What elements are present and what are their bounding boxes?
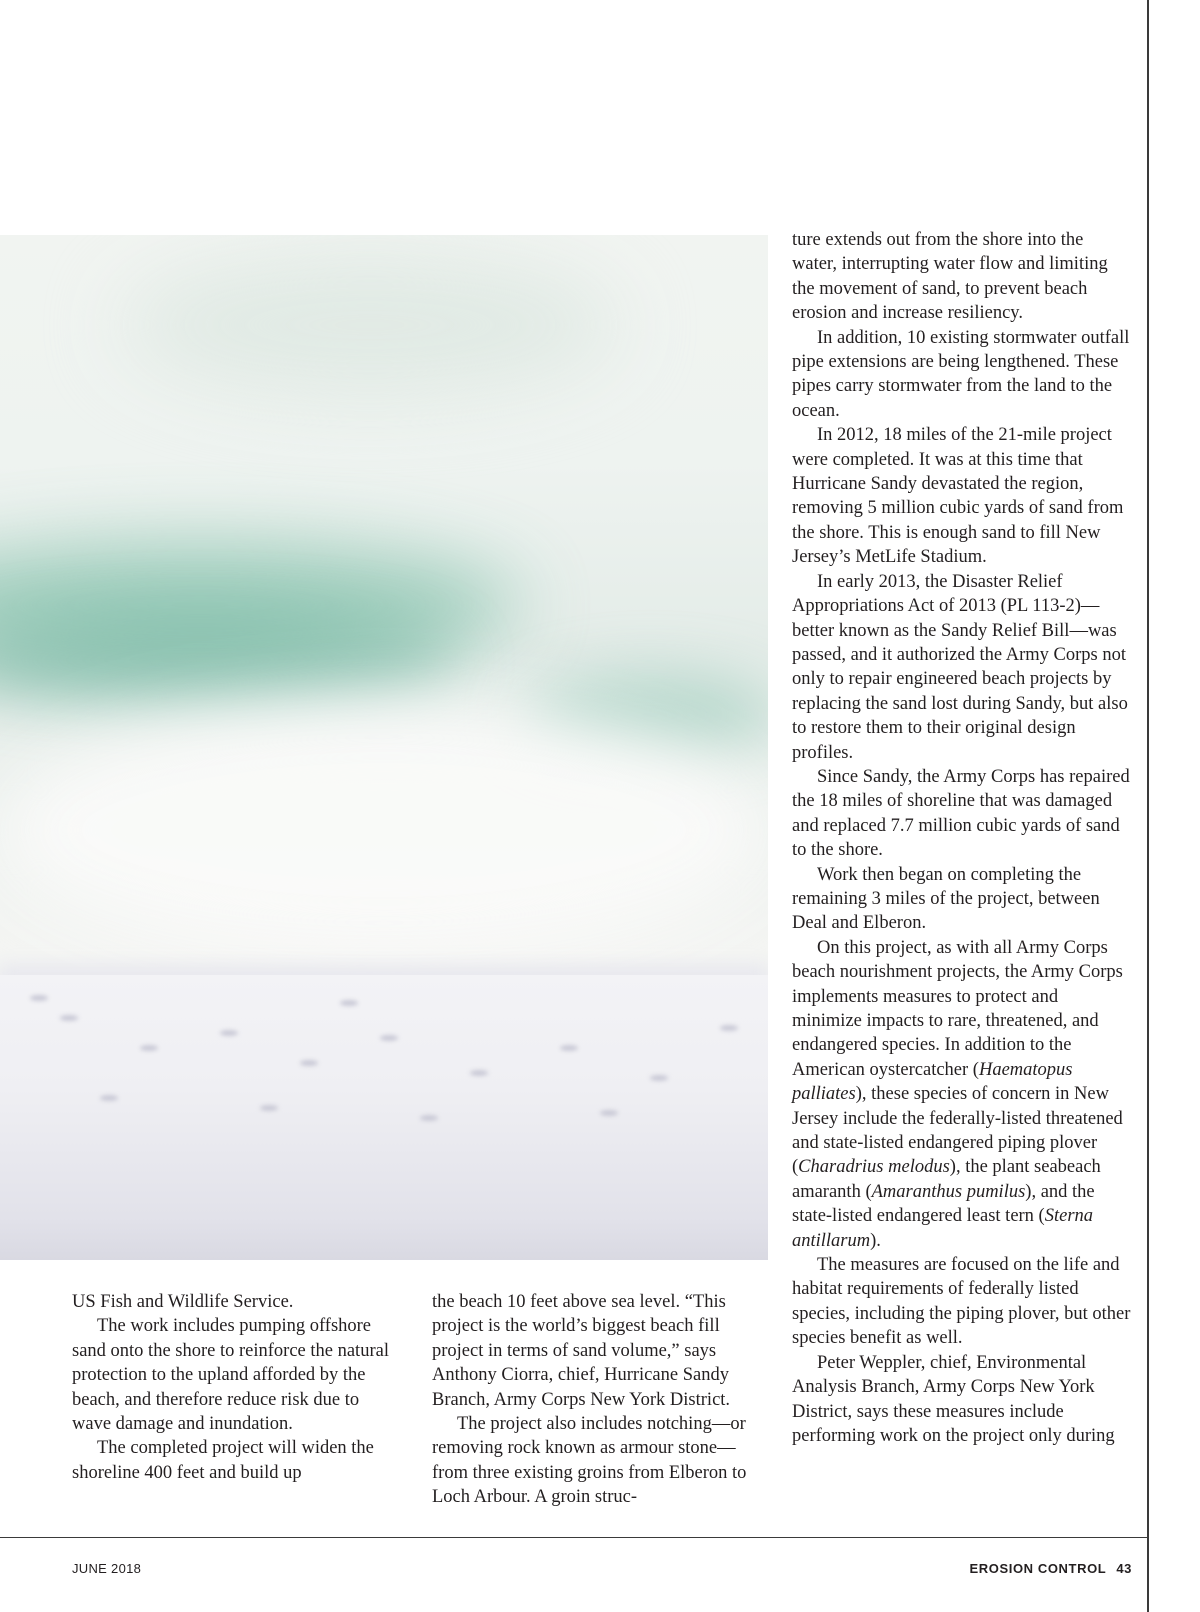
paragraph: US Fish and Wildlife Service. [72,1292,294,1312]
paragraph: Peter Weppler, chief, Environmental Analysis Branch, Army Corps New York District, says these measures include performing work on the project only during [792,1352,1115,1446]
photo-sand-mark [560,1045,578,1051]
photo-sand-mark [260,1105,278,1111]
footer-date: JUNE 2018 [72,1561,142,1576]
text-run: On this project, as with all Army Corps beach nourishment projects, the Army Corps implements measures to protect and minimize impacts to rare, threatened, and endangered species. In addition to the American oystercatcher ( [792,937,1123,1080]
paragraph: In addition, 10 existing stormwater outfall pipe extensions are being lengthened. These pipes carry stormwater from the land to the ocean. [792,327,1130,421]
paragraph: Since Sandy, the Army Corps has repaired the 18 miles of shoreline that was damaged and replaced 7.7 million cubic yards of sand to the shore. [792,766,1130,861]
text-run: ). [870,1230,881,1251]
paragraph-species [792,936,1132,1253]
footer-rule [0,1537,1148,1538]
photo-sand-mark [220,1030,238,1036]
paragraph: Work then began on completing the remaining 3 miles of the project, between Deal and Elberon. [792,864,1100,934]
photo-sand-mark [140,1045,158,1051]
paragraph: ture extends out from the shore into the water, interrupting water flow and limiting the movement of sand, to prevent beach erosion and increase resiliency. [792,230,1108,324]
species-name: Sterna antillarum [792,1206,1094,1251]
paragraph: The project also includes notching—or removing rock known as armour stone—from three existing groins from Elberon to Loch Arbour. A groin struc- [432,1414,747,1508]
photo-sand-mark [470,1070,488,1076]
paragraph: In early 2013, the Disaster Relief Appropriations Act of 2013 (PL 113-2)—better known as the Sandy Relief Bill—was passed, and it authorized the Army Corps not only to repair engineered beach projects by replacing the sand lost during Sandy, but also to restore them to their original design profiles. [792,571,1128,763]
page-edge-rule [1147,0,1149,1612]
paragraph: The completed project will widen the shoreline 400 feet and build up [72,1438,374,1483]
footer-running-head [969,1561,1132,1576]
photo-sand-mark [650,1075,668,1081]
photo-sand-mark [380,1035,398,1041]
beach-photo [0,235,768,1260]
photo-foam [0,705,768,955]
species-name: Amaranthus pumilus [871,1181,1026,1202]
article-column-right [792,228,1132,1448]
article-column-left [72,1290,402,1485]
photo-sand-mark [60,1015,78,1021]
paragraph: In 2012, 18 miles of the 21-mile project were completed. It was at this time that Hurricane Sandy devastated the region, removing 5 million cubic yards of sand from the shore. This is enough sand to fill New Jersey’s MetLife Stadium. [792,425,1124,568]
photo-sand-mark [720,1025,738,1031]
photo-sand-mark [420,1115,438,1121]
photo-surf-highlight [120,255,620,395]
photo-sand [0,975,768,1260]
species-name: Haematopus palliates [792,1059,1073,1105]
text-run: ), the plant seabeach amaranth ( [792,1157,1101,1202]
paragraph: The work includes pumping offshore sand onto the shore to reinforce the natural protection to the upland afforded by the beach, and therefore reduce risk due to wave damage and inundation. [72,1316,389,1435]
species-name: Charadrius melodus [798,1157,950,1178]
photo-sand-mark [100,1095,118,1101]
photo-sand-mark [340,1000,358,1006]
photo-sand-mark [600,1110,618,1116]
photo-wave [0,615,460,705]
photo-sand-mark [30,995,48,1001]
text-run: ), and the state-listed endangered least tern ( [792,1181,1095,1227]
photo-sand-mark [300,1060,318,1066]
paragraph: The measures are focused on the life and habitat requirements of federally listed species, including the piping plover, but other species benefit as well. [792,1255,1131,1349]
text-run: ), these species of concern in New Jersey include the federally-listed threatened and state-listed endangered piping plover ( [792,1084,1123,1178]
page-number: 43 [1116,1561,1132,1576]
magazine-name: EROSION CONTROL [969,1561,1107,1576]
article-column-middle [432,1290,767,1510]
paragraph: the beach 10 feet above sea level. “This project is the world’s biggest beach fill project in terms of sand volume,” says Anthony Ciorra, chief, Hurricane Sandy Branch, Army Corps New York District. [432,1292,731,1410]
